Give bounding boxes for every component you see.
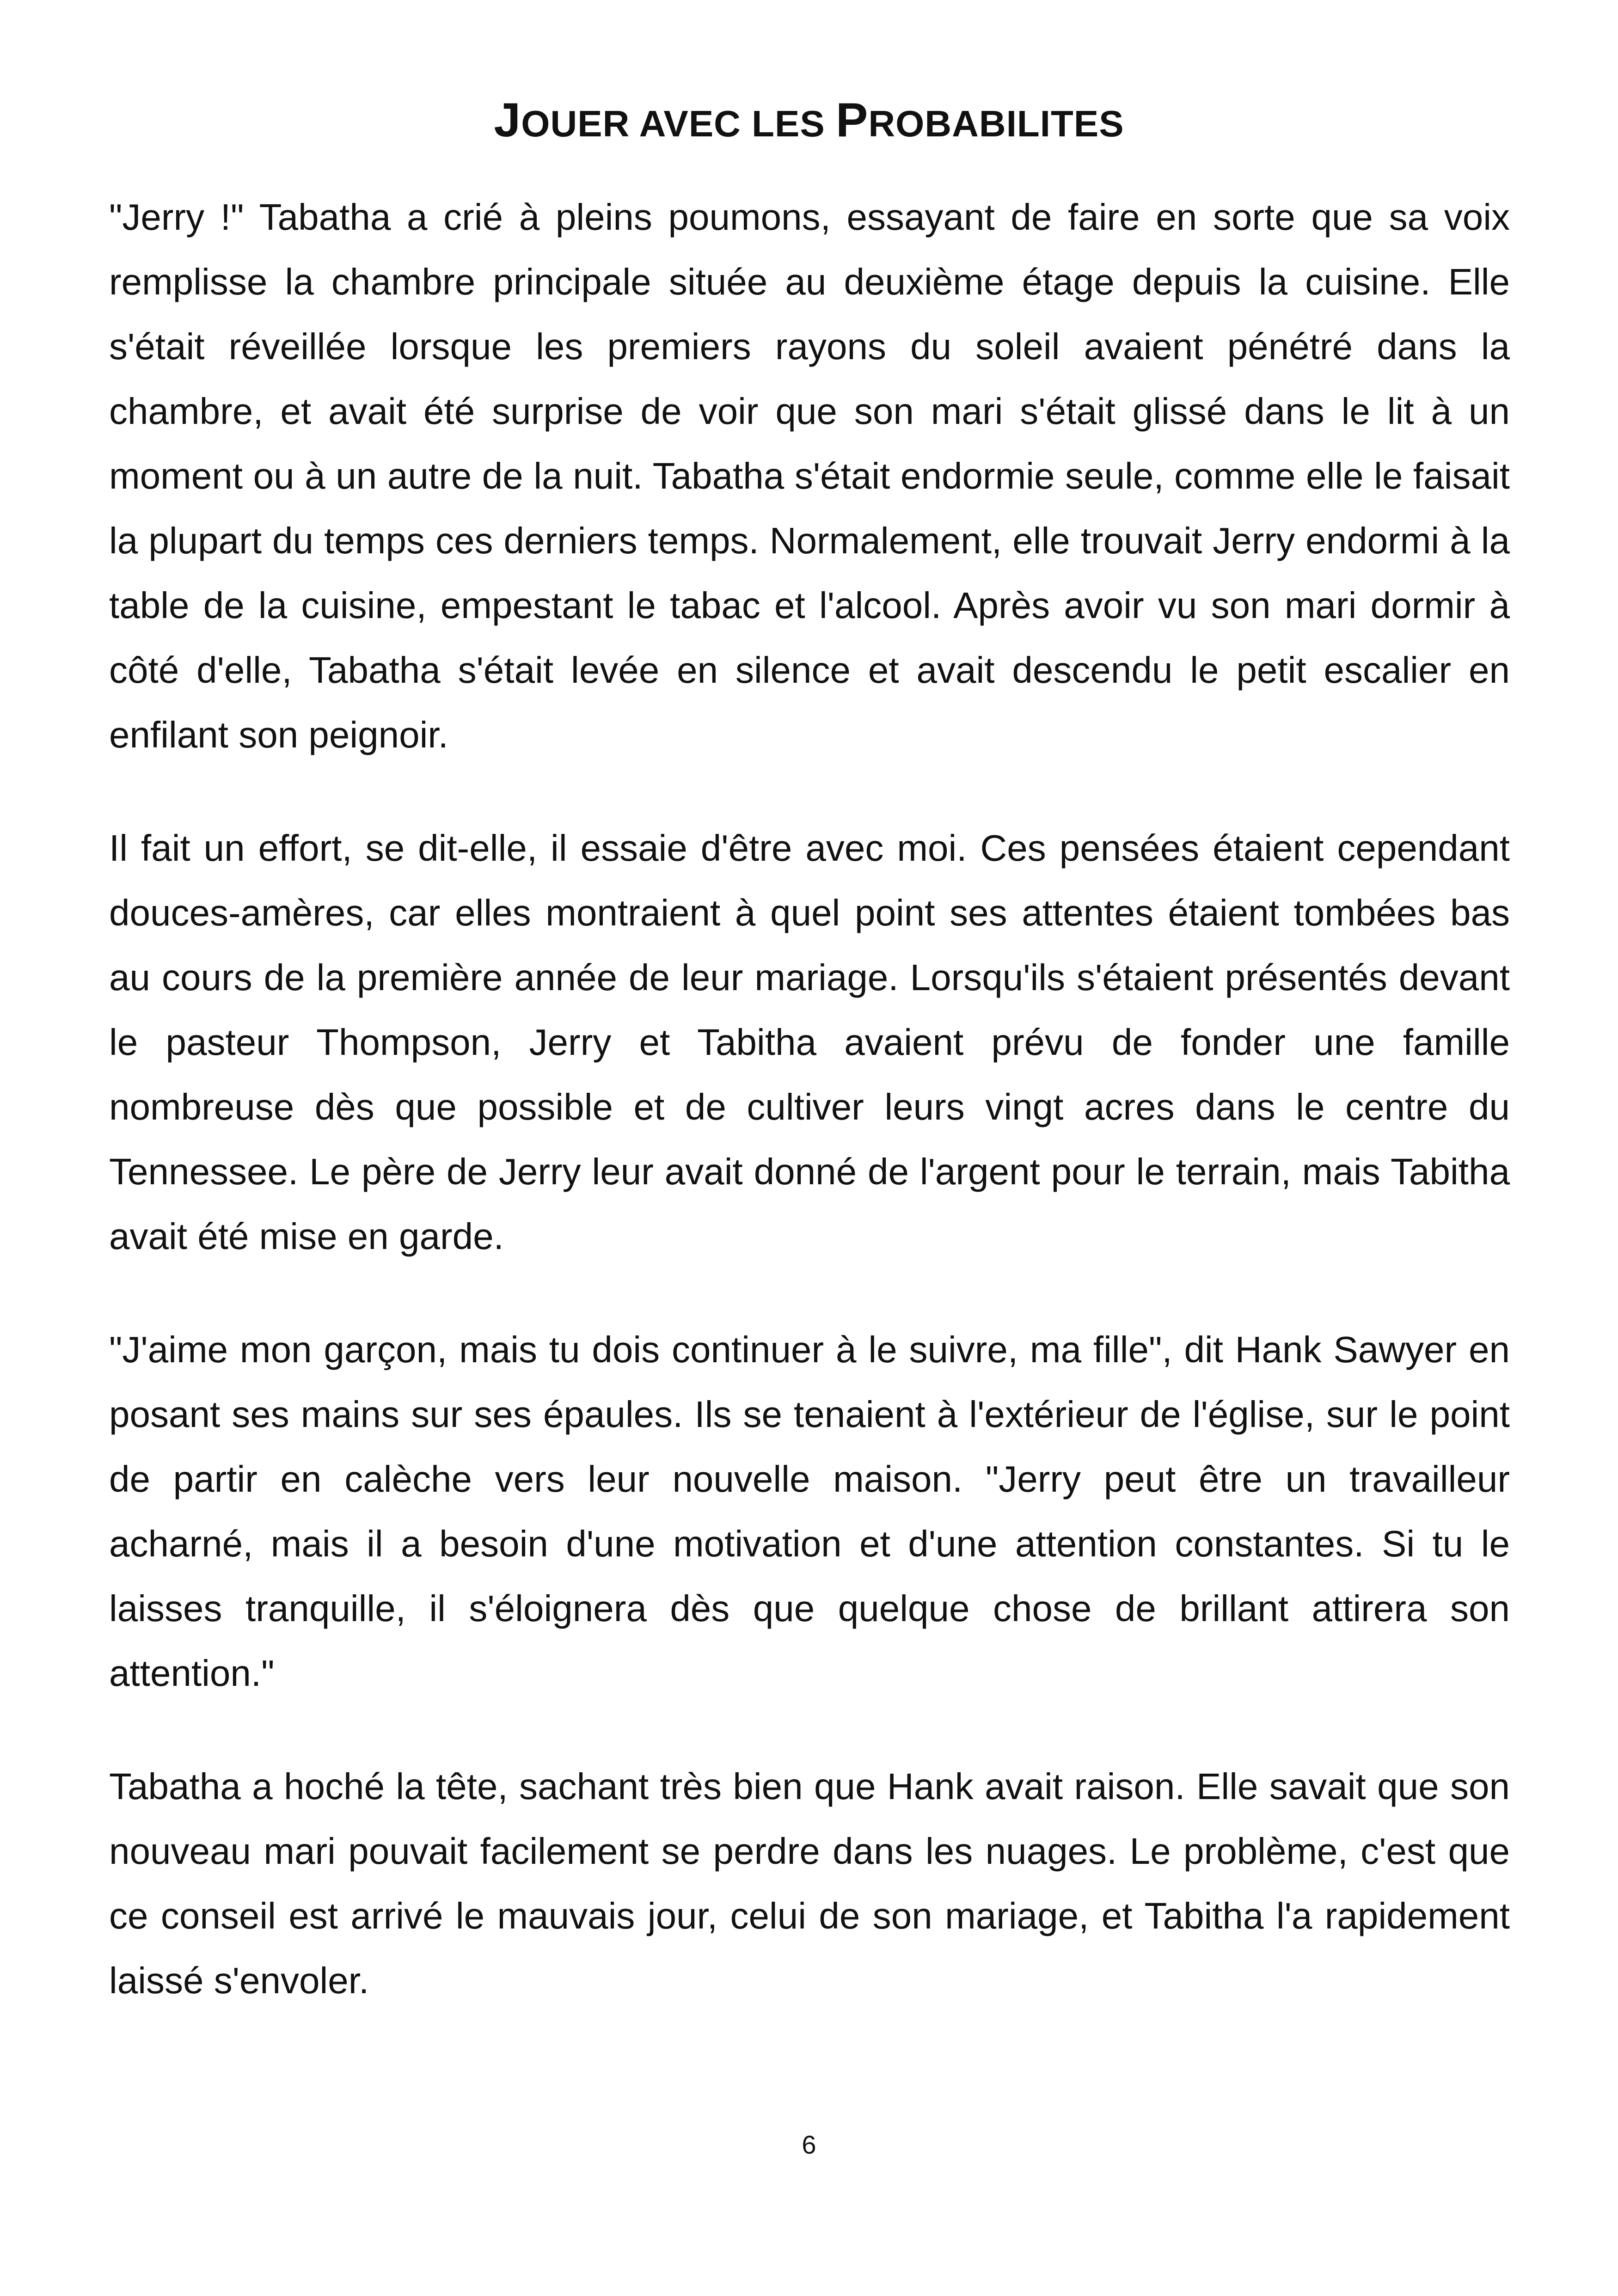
paragraph-4: Tabatha a hoché la tête, sachant très bien que Hank avait raison. Elle savait que son nouveau mari pouvait facilement se perdre dans les nuages. Le problème, c'est que ce conseil est arrivé le mauvais jour, celui de son mariage, et Tabitha l'a rapidement laissé s'envoler. — [109, 1766, 1510, 2001]
title-initial-p: P — [836, 93, 869, 147]
title-word-ouer-avec-les: OUER AVEC LES — [521, 103, 836, 144]
body-text — [109, 185, 1510, 2062]
title-initial-j: J — [494, 93, 521, 147]
paragraph-2: Il fait un effort, se dit-elle, il essaie d'être avec moi. Ces pensées étaient cependant douces-amères, car elles montraient à quel point ses attentes étaient tombées bas au cours de la première année de leur mariage. Lorsqu'ils s'étaient présentés devant le pasteur Thompson, Jerry et Tabitha avaient prévu de fonder une famille nombreuse dès que possible et de cultiver leurs vingt acres dans le centre du Tennessee. Le père de Jerry leur avait donné de l'argent pour le terrain, mais Tabitha avait été mise en garde. — [109, 827, 1510, 1257]
page-number: 6 — [802, 2130, 816, 2159]
title-word-robabilites: ROBABILITES — [868, 103, 1124, 144]
paragraph-1: "Jerry !" Tabatha a crié à pleins poumons, essayant de faire en sorte que sa voix remplisse la chambre principale située au deuxième étage depuis la cuisine. Elle s'était réveillée lorsque les premiers rayons du soleil avaient pénétré dans la chambre, et avait été surprise de voir que son mari s'était glissé dans le lit à un moment ou à un autre de la nuit. Tabatha s'était endormie seule, comme elle le faisait la plupart du temps ces derniers temps. Normalement, elle trouvait Jerry endormi à la table de la cuisine, empestant le tabac et l'alcool. Après avoir vu son mari dormir à côté d'elle, Tabatha s'était levée en silence et avait descendu le petit escalier en enfilant son peignoir. — [109, 196, 1510, 755]
chapter-title — [0, 88, 1618, 156]
paragraph-3: "J'aime mon garçon, mais tu dois continuer à le suivre, ma fille", dit Hank Sawyer en posant ses mains sur ses épaules. Ils se tenaient à l'extérieur de l'église, sur le point de partir en calèche vers leur nouvelle maison. "Jerry peut être un travailleur acharné, mais il a besoin d'une motivation et d'une attention constantes. Si tu le laisses tranquille, il s'éloignera dès que quelque chose de brillant attirera son attention." — [109, 1329, 1510, 1694]
